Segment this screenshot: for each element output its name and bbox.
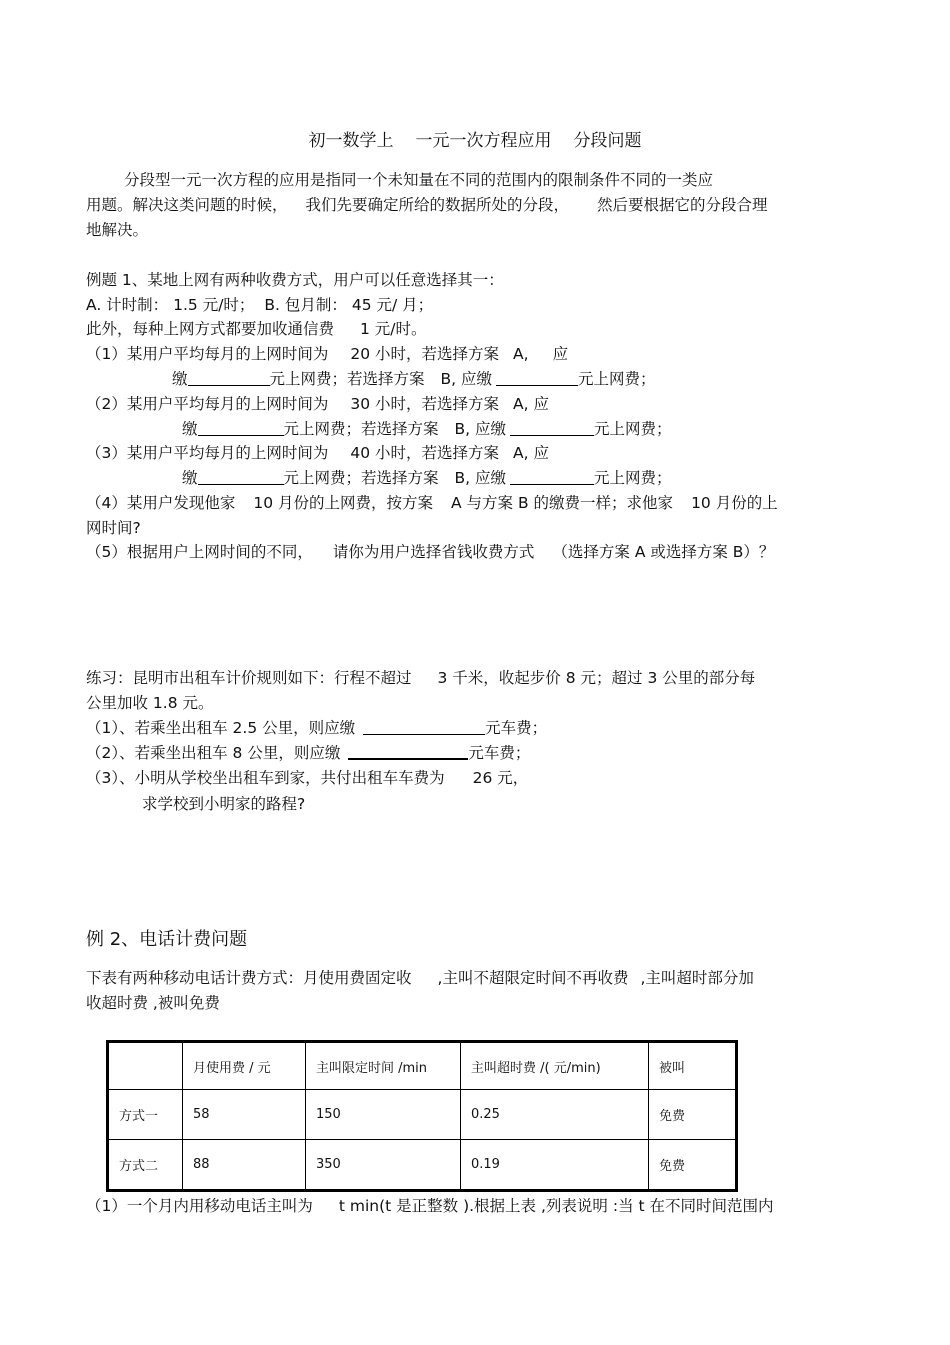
q-text: B, 应缴 bbox=[454, 420, 507, 438]
q-text: 元上网费； bbox=[578, 370, 656, 388]
practice-text: 练习：昆明市出租车计价规则如下：行程不超过 bbox=[86, 669, 412, 687]
q-text: （2）某用户平均每月的上网时间为 bbox=[86, 395, 329, 413]
example1-heading: 例题 1、某地上网有两种收费方式，用户可以任意选择其一： bbox=[86, 271, 504, 289]
table-cell: 58 bbox=[183, 1090, 306, 1140]
desc-text: 下表有两种移动电话计费方式：月使用费固定收 bbox=[86, 969, 412, 987]
table-cell: 方式一 bbox=[108, 1090, 183, 1140]
example1-options bbox=[86, 294, 433, 316]
intro-line-2 bbox=[86, 194, 768, 216]
answer-blank[interactable] bbox=[188, 370, 270, 386]
q-text: （4）某用户发现他家 bbox=[86, 494, 236, 512]
example1-q5 bbox=[86, 541, 774, 563]
practice-q2 bbox=[86, 742, 530, 764]
q-text: 请你为用户选择省钱收费方式 bbox=[332, 543, 535, 561]
answer-blank[interactable] bbox=[198, 469, 284, 485]
table-header-cell: 被叫 bbox=[649, 1042, 737, 1090]
q-text: 缴 bbox=[172, 370, 188, 388]
q-text: （1）、若乘坐出租车 2.5 公里，则应缴 bbox=[86, 719, 356, 737]
q-text: 30 小时，若选择方案 bbox=[350, 395, 500, 413]
table-header-cell: 主叫超时费 /( 元/min) bbox=[461, 1042, 649, 1090]
q-text: A, 应 bbox=[513, 444, 549, 462]
example1-q1 bbox=[86, 343, 568, 365]
intro-text: 然后要根据它的分段合理 bbox=[597, 196, 768, 214]
q-text: 缴 bbox=[182, 420, 198, 438]
answer-blank[interactable] bbox=[348, 743, 468, 760]
example1-extra bbox=[86, 318, 427, 340]
q-text: 20 小时，若选择方案 bbox=[350, 345, 500, 363]
example1-q3 bbox=[86, 442, 549, 464]
example2-q1 bbox=[86, 1195, 774, 1217]
q-text: 元上网费；若选择方案 bbox=[283, 420, 439, 438]
intro-line-1: 分段型一元一次方程的应用是指同一个未知量在不同的范围内的限制条件不同的一类应 bbox=[124, 171, 714, 189]
table-cell: 0.25 bbox=[461, 1090, 649, 1140]
option-a: A. 计时制： 1.5 元/时； bbox=[86, 296, 255, 314]
q-text: 10 月份的上网费，按方案 bbox=[253, 494, 434, 512]
table-header-row bbox=[108, 1042, 737, 1090]
q-text: （1）某用户平均每月的上网时间为 bbox=[86, 345, 329, 363]
fee-table bbox=[106, 1040, 738, 1192]
table-cell: 方式二 bbox=[108, 1140, 183, 1191]
desc-text: ,主叫超时部分加 bbox=[640, 969, 754, 987]
answer-blank[interactable] bbox=[510, 420, 594, 436]
q-text: B, 应缴 bbox=[440, 370, 493, 388]
intro-text: 我们先要确定所给的数据所处的分段， bbox=[305, 196, 570, 214]
intro-text: 用题。解决这类问题的时候， bbox=[86, 196, 288, 214]
table-cell: 免费 bbox=[649, 1140, 737, 1191]
intro-line-3: 地解决。 bbox=[86, 221, 149, 239]
practice-q3-line2: 求学校到小明家的路程? bbox=[142, 795, 306, 813]
q-text: 元上网费；若选择方案 bbox=[283, 469, 439, 487]
q-text: t min(t 是正整数 ).根据上表 ,列表说明 :当 t 在不同时间范围内 bbox=[338, 1197, 774, 1215]
table-cell: 350 bbox=[306, 1140, 461, 1191]
practice-text: 3 千米，收起步价 8 元；超过 3 公里的部分每 bbox=[437, 669, 756, 687]
practice-line-1 bbox=[86, 667, 755, 689]
extra-text: 此外，每种上网方式都要加收通信费 bbox=[86, 320, 335, 338]
page-title bbox=[0, 130, 950, 152]
table-cell: 88 bbox=[183, 1140, 306, 1191]
answer-blank[interactable] bbox=[496, 370, 578, 386]
extra-text: 1 元/时。 bbox=[360, 320, 427, 338]
q-text: （5）根据用户上网时间的不同， bbox=[86, 543, 313, 561]
title-topic: 一元一次方程应用 bbox=[415, 131, 552, 151]
q-text: 元上网费； bbox=[594, 469, 672, 487]
q-text: 元上网费；若选择方案 bbox=[269, 370, 425, 388]
table-header-cell bbox=[108, 1042, 183, 1090]
desc-text: ,主叫不超限定时间不再收费 bbox=[437, 969, 629, 987]
example1-q4 bbox=[86, 492, 778, 514]
q-text: 元车费； bbox=[468, 744, 531, 762]
table-row bbox=[108, 1090, 737, 1140]
q-text: （2）、若乘坐出租车 8 公里，则应缴 bbox=[86, 744, 341, 762]
q-text: （1）一个月内用移动电话主叫为 bbox=[86, 1197, 313, 1215]
title-grade: 初一数学上 bbox=[308, 131, 394, 151]
example1-q1-line2 bbox=[172, 368, 656, 390]
answer-blank[interactable] bbox=[198, 420, 284, 436]
q-text: （3）、小明从学校坐出租车到家，共付出租车车费为 bbox=[86, 769, 445, 787]
answer-blank[interactable] bbox=[510, 469, 594, 485]
example1-q3-line2 bbox=[182, 467, 672, 489]
example2-desc-1 bbox=[86, 967, 754, 989]
answer-blank[interactable] bbox=[363, 719, 485, 735]
q-text: 应 bbox=[552, 345, 569, 363]
table-header-cell: 月使用费 / 元 bbox=[183, 1042, 306, 1090]
title-subtopic: 分段问题 bbox=[573, 131, 642, 151]
q-text: （选择方案 A 或选择方案 B）？ bbox=[552, 543, 775, 561]
q-text: B, 应缴 bbox=[454, 469, 507, 487]
q-text: 元上网费； bbox=[594, 420, 672, 438]
table-cell: 150 bbox=[306, 1090, 461, 1140]
example2-heading: 例 2、电话计费问题 bbox=[86, 929, 248, 950]
example1-q4-line2: 网时间? bbox=[86, 519, 141, 537]
practice-q3 bbox=[86, 767, 528, 789]
q-text: A, 应 bbox=[513, 395, 549, 413]
q-text: （3）某用户平均每月的上网时间为 bbox=[86, 444, 329, 462]
practice-line-2: 公里加收 1.8 元。 bbox=[86, 694, 214, 712]
option-b: B. 包月制： 45 元/ 月； bbox=[264, 296, 434, 314]
table-row bbox=[108, 1140, 737, 1191]
table-header-cell: 主叫限定时间 /min bbox=[306, 1042, 461, 1090]
table-cell: 0.19 bbox=[461, 1140, 649, 1191]
practice-q1 bbox=[86, 717, 547, 739]
example1-q2 bbox=[86, 393, 549, 415]
example1-q2-line2 bbox=[182, 418, 672, 440]
q-text: 缴 bbox=[182, 469, 198, 487]
q-text: 10 月份的上 bbox=[691, 494, 778, 512]
q-text: A, bbox=[513, 345, 529, 363]
q-text: A 与方案 B 的缴费一样；求他家 bbox=[451, 494, 674, 512]
q-text: 26 元， bbox=[472, 769, 529, 787]
q-text: 40 小时，若选择方案 bbox=[350, 444, 500, 462]
q-text: 元车费； bbox=[485, 719, 548, 737]
example2-desc-2: 收超时费 ,被叫免费 bbox=[86, 994, 220, 1012]
table-cell: 免费 bbox=[649, 1090, 737, 1140]
